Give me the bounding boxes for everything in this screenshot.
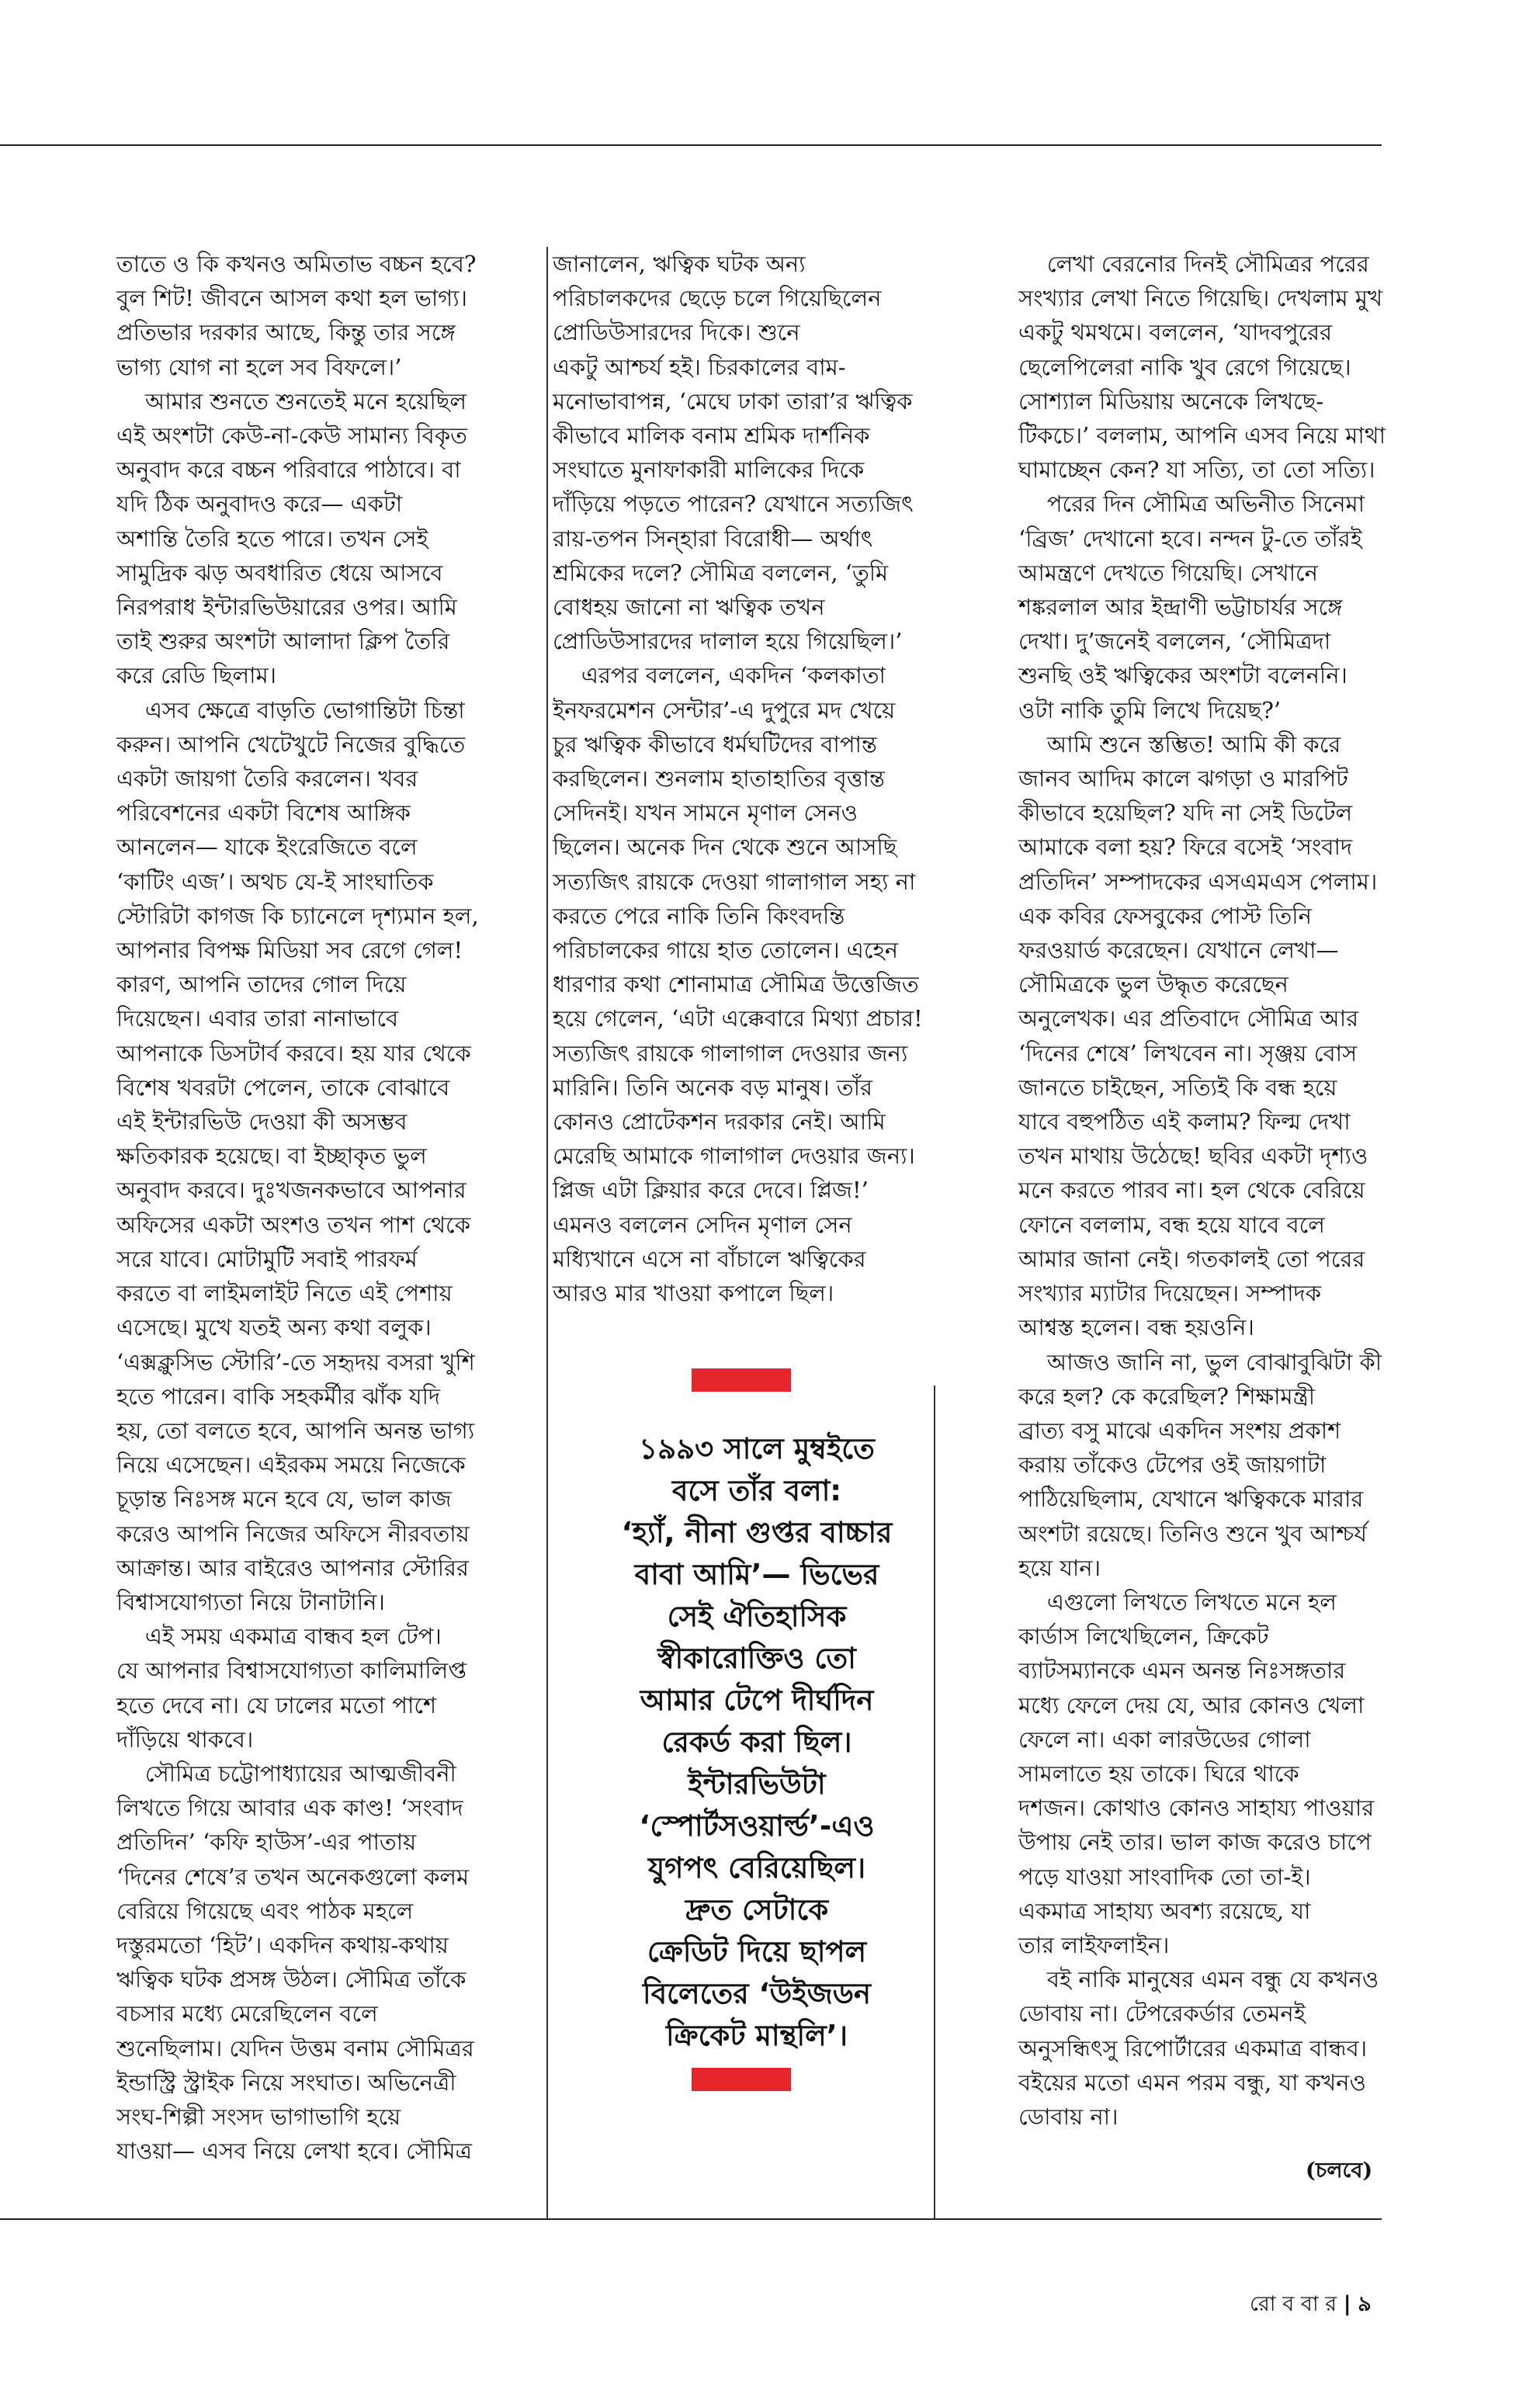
text-line: মনে করতে পারব না। হল থেকে বেরিয়ে <box>1018 1177 1365 1204</box>
text-line: মেরেছি আমাকে গালাগাল দেওয়ার জন্য। <box>553 1143 915 1170</box>
text-line: দশজন। কোথাও কোনও সাহায্য পাওয়ার <box>1018 1795 1375 1822</box>
text-line: অংশটা রয়েছে। তিনিও শুনে খুব আশ্চর্য <box>1018 1520 1367 1547</box>
text-line: আমি শুনে স্তম্ভিত! আমি কী করে <box>1018 730 1341 758</box>
text-line: ‘দিনের শেষে’ লিখবেন না। সৃঞ্জয় বোস <box>1018 1039 1358 1066</box>
text-line: অফিসের একটা অংশও তখন পাশ থেকে <box>116 1211 470 1238</box>
text-line: আপনার বিপক্ষ মিডিয়া সব রেগে গেল! <box>116 937 463 964</box>
callout-top-bar <box>692 1368 791 1392</box>
text-line: তাই শুরুর অংশটা আলাদা ক্লিপ তৈরি <box>116 628 450 655</box>
text-line: হয়ে যান। <box>1018 1554 1101 1581</box>
text-line: অনুসন্ধিৎসু রিপোর্টারের একমাত্র বান্ধব। <box>1018 2034 1368 2062</box>
text-line: জানালেন, ঋত্বিক ঘটক অন্য <box>553 251 806 277</box>
callout-bottom-bar <box>692 2068 791 2091</box>
text-line: বিশ্বাসযোগ্যতা নিয়ে টানাটানি। <box>116 1588 385 1615</box>
text-line: রেকর্ড করা ছিল। <box>661 1725 852 1759</box>
text-line: ‘কাটিং এজ’। অথচ যে-ই সাংঘাতিক <box>116 868 434 895</box>
text-line: পরিচালকদের ছেড়ে চলে গিয়েছিলেন <box>553 285 882 312</box>
text-line: অনুলেখক। এর প্রতিবাদে সৌমিত্র আর <box>1018 1005 1359 1032</box>
text-line: প্লিজ এটা ক্লিয়ার করে দেবে। প্লিজ!’ <box>553 1177 869 1204</box>
text-line: ফেলে না। একা লারউডের গোলা <box>1018 1725 1311 1753</box>
text-line: আশ্বস্ত হলেন। বন্ধ হয়ওনি। <box>1018 1314 1254 1341</box>
text-line: ফোনে বললাম, বন্ধ হয়ে যাবে বলে <box>1018 1211 1325 1238</box>
text-line: লিখতে গিয়ে আবার এক কাণ্ড! ‘সংবাদ <box>116 1795 463 1822</box>
text-line: চূড়ান্ত নিঃসঙ্গ মনে হবে যে, ভাল কাজ <box>116 1486 452 1513</box>
text-line: যদি ঠিক অনুবাদও করে— একটা <box>116 491 403 518</box>
text-line: স্টোরিটা কাগজ কি চ্যানেলে দৃশ্যমান হল, <box>116 902 479 929</box>
text-line: কোনও প্রোটেকশন দরকার নেই। আমি <box>553 1108 886 1136</box>
text-line: কীভাবে মালিক বনাম শ্রমিক দার্শনিক <box>553 422 870 449</box>
text-line: মনোভাবাপন্ন, ‘মেঘে ঢাকা তারা’র ঋত্বিক <box>553 387 913 414</box>
text-line: আপনাকে ডিসটার্ব করবে। হয় যার থেকে <box>116 1039 471 1066</box>
text-line: এসেছে। মুখে যতই অন্য কথা বলুক। <box>116 1314 432 1341</box>
page-footer <box>1250 2288 1372 2323</box>
text-line: ওটা নাকি তুমি লিখে দিয়েছ?’ <box>1018 696 1282 723</box>
text-line: করেও আপনি নিজের অফিসে নীরবতায় <box>116 1520 470 1547</box>
text-line: আমাকে বলা হয়? ফিরে বসেই ‘সংবাদ <box>1018 834 1353 861</box>
text-line: পরিবেশনের একটা বিশেষ আঙ্গিক <box>116 799 411 827</box>
text-line: পরিচালকের গায়ে হাত তোলেন। এহেন <box>553 937 899 964</box>
text-line: সরে যাবে। মোটামুটি সবাই পারফর্ম <box>116 1245 418 1272</box>
text-line: মারিনি। তিনি অনেক বড় মানুষ। তাঁর <box>553 1073 873 1101</box>
text-line: এসব ক্ষেত্রে বাড়তি ভোগান্তিটা চিন্তা <box>116 696 465 723</box>
text-line: তখন মাথায় উঠেছে! ছবির একটা দৃশ্যও <box>1018 1143 1368 1170</box>
text-line: ঘামাচ্ছেন কেন? যা সত্যি, তা তো সত্যি। <box>1018 456 1375 484</box>
text-line: কার্ডাস লিখেছিলেন, ক্রিকেট <box>1018 1623 1269 1650</box>
text-line: ডোবায় না। টেপরেকর্ডার তেমনই <box>1018 2000 1306 2027</box>
text-line: এই সময় একমাত্র বান্ধব হল টেপ। <box>116 1623 442 1650</box>
text-line: প্রোডিউসারদের দালাল হয়ে গিয়েছিল।’ <box>553 628 903 655</box>
text-line: বই নাকি মানুষের এমন বন্ধু যে কখনও <box>1018 1966 1379 1993</box>
text-line: পড়ে যাওয়া সাংবাদিক তো তা-ই। <box>1018 1863 1311 1890</box>
column-divider-1 <box>546 247 548 2218</box>
text-line: বসে তাঁর বলা: <box>671 1474 842 1507</box>
text-line: টিকচে।’ বললাম, আপনি এসব নিয়ে মাথা <box>1018 422 1386 449</box>
text-line: মধ্যিখানে এসে না বাঁচালে ঋত্বিকের <box>553 1245 866 1272</box>
text-line: প্রোডিউসারদের দিকে। শুনে <box>553 319 800 346</box>
text-line: বইয়ের মতো এমন পরম বন্ধু, যা কখনও <box>1018 2069 1366 2096</box>
text-line: অনুবাদ করে বচ্চন পরিবারে পাঠাবে। বা <box>116 456 461 484</box>
text-line: শ্রমিকের দলে? সৌমিত্র বললেন, ‘তুমি <box>553 559 889 586</box>
text-line: করছিলেন। শুনলাম হাতাহাতির বৃত্তান্ত <box>553 765 885 792</box>
text-line: রায়-তপন সিন্‌হারা বিরোধী— অর্থাৎ <box>553 525 873 552</box>
text-line: কারণ, আপনি তাদের গোল দিয়ে <box>116 971 407 998</box>
text-line: হয়ে গেলেন, ‘এটা এক্কেবারে মিথ্যা প্রচার! <box>553 1005 923 1032</box>
text-line: করায় তাঁকেও টেপের ওই জায়গাটা <box>1018 1451 1327 1479</box>
text-line: সৌমিত্রকে ভুল উদ্ধৃত করেছেন <box>1018 971 1289 998</box>
text-line: হতে পারেন। বাকি সহকর্মীর ঝাঁক যদি <box>116 1382 441 1410</box>
text-line: সংঘ-শিল্পী সংসদ ভাগাভাগি হয়ে <box>116 2103 401 2130</box>
text-line: প্রতিভার দরকার আছে, কিন্তু তার সঙ্গে <box>116 319 456 346</box>
text-line: সামলাতে হয় তাকে। ঘিরে থাকে <box>1018 1760 1299 1787</box>
text-line: হতে দেবে না। যে ঢালের মতো পাশে <box>116 1691 437 1718</box>
text-line: সেই ঐতিহাসিক <box>667 1600 847 1633</box>
article-column-2 <box>553 247 956 1310</box>
text-line: আরও মার খাওয়া কপালে ছিল। <box>553 1280 834 1307</box>
pull-quote <box>564 1428 950 2057</box>
text-line: করে রেডি ছিলাম। <box>116 662 277 689</box>
text-line: আজও জানি না, ভুল বোঝাবুঝিটা কী <box>1018 1348 1382 1375</box>
text-line: দেখা। দু’জনেই বললেন, ‘সৌমিত্রদা <box>1018 628 1331 655</box>
text-line: প্রতিদিন’ ‘কফি হাউস’-এর পাতায় <box>116 1829 417 1856</box>
text-line: যাবে বহুপঠিত এই কলাম? ফিল্ম দেখা <box>1018 1108 1351 1136</box>
bottom-rule <box>0 2218 1382 2220</box>
text-line: আমার শুনতে শুনতেই মনে হয়েছিল <box>116 387 467 414</box>
text-line: ব্রাত্য বসু মাঝে একদিন সংশয় প্রকাশ <box>1018 1417 1341 1444</box>
text-line: ভাগ্য যোগ না হলে সব বিফলে।’ <box>116 353 402 380</box>
text-line: দাঁড়িয়ে থাকবে। <box>116 1725 254 1753</box>
text-line: একটু থমথমে। বললেন, ‘যাদবপুরের <box>1018 319 1333 346</box>
text-line: ১৯৯৩ সালে মুম্বইতে <box>639 1432 875 1465</box>
text-line: একটা জায়গা তৈরি করলেন। খবর <box>116 765 418 792</box>
text-line: তাতে ও কি কখনও অমিতাভ বচ্চন হবে? <box>116 251 477 277</box>
text-line: ফরওয়ার্ড করেছেন। যেখানে লেখা— <box>1018 937 1339 964</box>
text-line: অশান্তি তৈরি হতে পারে। তখন সেই <box>116 525 428 552</box>
text-line: দাঁড়িয়ে পড়তে পারেন? যেখানে সত্যজিৎ <box>553 491 914 518</box>
text-line: শুনেছিলাম। যেদিন উত্তম বনাম সৌমিত্রর <box>116 2034 474 2062</box>
text-line: এরপর বললেন, একদিন ‘কলকাতা <box>553 662 886 689</box>
text-line: আমার টেপে দীর্ঘদিন <box>640 1684 874 1717</box>
article-column-1 <box>116 247 520 2168</box>
text-line: সোশ্যাল মিডিয়ায় অনেকে লিখছে- <box>1018 387 1324 414</box>
text-line: ক্রিকেট মান্থলি’। <box>666 2019 848 2052</box>
text-line: ঋত্বিক ঘটক প্রসঙ্গ উঠল। সৌমিত্র তাঁকে <box>116 1966 467 1993</box>
text-line: যে আপনার বিশ্বাসযোগ্যতা কালিমালিপ্ত <box>116 1657 467 1684</box>
text-line: মধ্যে ফেলে দেয় যে, আর কোনও খেলা <box>1018 1691 1365 1718</box>
text-line: বুল শিট! জীবনে আসল কথা হল ভাগ্য। <box>116 285 468 312</box>
text-line: দ্রুত সেটাকে <box>685 1893 829 1927</box>
text-line: সংখ্যার লেখা নিতে গিয়েছি। দেখলাম মুখ <box>1018 285 1382 312</box>
text-line: উপায় নেই তার। ভাল কাজ করেও চাপে <box>1018 1829 1372 1856</box>
text-line: সংঘাতে মুনাফাকারী মালিকের দিকে <box>553 456 865 484</box>
text-line: আনলেন— যাকে ইংরেজিতে বলে <box>116 834 418 861</box>
text-line: করুন। আপনি খেটেখুটে নিজের বুদ্ধিতে <box>116 730 466 758</box>
text-line: এক কবির ফেসবুকের পোস্ট তিনি <box>1018 902 1312 929</box>
text-line: করে হল? কে করেছিল? শিক্ষামন্ত্রী <box>1018 1382 1316 1410</box>
page-number: ৯ <box>1358 2292 1372 2316</box>
text-line: ডোবায় না। <box>1018 2103 1119 2130</box>
top-rule <box>0 144 1382 146</box>
text-line: বিলেতের ‘উইজডন <box>642 1977 872 2010</box>
text-line: এমনও বললেন সেদিন মৃণাল সেন <box>553 1211 852 1238</box>
text-line: ইনফরমেশন সেন্টার’-এ দুপুরে মদ খেয়ে <box>553 696 896 723</box>
text-line: বেরিয়ে গিয়েছে এবং পাঠক মহলে <box>116 1897 414 1924</box>
text-line: এই অংশটা কেউ-না-কেউ সামান্য বিকৃত <box>116 422 467 449</box>
text-line: যাওয়া— এসব নিয়ে লেখা হবে। সৌমিত্র <box>116 2138 472 2165</box>
text-line: আমন্ত্রণে দেখতে গিয়েছি। সেখানে <box>1018 559 1318 586</box>
text-line: ইন্টারভিউটা <box>688 1767 826 1801</box>
text-line: যুগপৎ বেরিয়েছিল। <box>647 1851 866 1885</box>
continued-label: (চলবে) <box>1306 2159 1373 2183</box>
text-line: বোধহয় জানো না ঋত্বিক তখন <box>553 594 825 621</box>
text-line: সত্যজিৎ রায়কে গালাগাল দেওয়ার জন্য <box>553 1039 908 1066</box>
text-line: পরের দিন সৌমিত্র অভিনীত সিনেমা <box>1018 491 1365 518</box>
text-line: ‘হ্যাঁ, নীনা গুপ্তর বাচ্চার <box>621 1516 893 1549</box>
text-line: বাবা আমি’— ভিভের <box>634 1558 879 1591</box>
text-line: ইন্ডাস্ট্রি স্ট্রাইক নিয়ে সংঘাত। অভিনেত্রী <box>116 2069 456 2096</box>
text-line: ক্রেডিট দিয়ে ছাপল <box>647 1935 867 1968</box>
text-line: জানব আদিম কালে ঝগড়া ও মারপিট <box>1018 765 1348 792</box>
text-line: ‘ব্রিজ’ দেখানো হবে। নন্দন টু-তে তাঁরই <box>1018 525 1362 552</box>
text-line: নিয়ে এসেছেন। এইরকম সময়ে নিজেকে <box>116 1451 466 1479</box>
text-line: সত্যজিৎ রায়কে দেওয়া গালাগাল সহ্য না <box>553 868 916 895</box>
text-line: ধারণার কথা শোনামাত্র সৌমিত্র উত্তেজিত <box>553 971 919 998</box>
text-line: ক্ষতিকারক হয়েছে। বা ইচ্ছাকৃত ভুল <box>116 1143 427 1170</box>
text-line: করতে পেরে নাকি তিনি কিংবদন্তি <box>553 902 845 929</box>
footer-separator: | <box>1343 2292 1351 2316</box>
text-line: জানতে চাইছেন, সত্যিই কি বন্ধ হয়ে <box>1018 1073 1337 1101</box>
text-line: অনুবাদ করবে। দুঃখজনকভাবে আপনার <box>116 1177 467 1204</box>
text-line: একটু আশ্চর্য হই। চিরকালের বাম- <box>553 353 846 380</box>
section-name: রো ব বা র <box>1250 2292 1337 2316</box>
article-column-3 <box>1018 247 1391 2134</box>
text-line: দস্তুরমতো ‘হিট’। একদিন কথায়-কথায় <box>116 1931 449 1958</box>
text-line: সৌমিত্র চট্টোপাধ্যায়ের আত্মজীবনী <box>116 1760 456 1787</box>
text-line: সামুদ্রিক ঝড় অবধারিত ধেয়ে আসবে <box>116 559 443 586</box>
text-line: ছেলেপিলেরা নাকি খুব রেগে গিয়েছে। <box>1018 353 1351 380</box>
text-line: আক্রান্ত। আর বাইরেও আপনার স্টোরির <box>116 1554 469 1581</box>
text-line: পাঠিয়েছিলাম, যেখানে ঋত্বিককে মারার <box>1018 1486 1364 1513</box>
text-line: শুনছি ওই ঋত্বিকের অংশটা বলেননি। <box>1018 662 1348 689</box>
text-line: লেখা বেরনোর দিনই সৌমিত্রর পরের <box>1018 251 1369 277</box>
text-line: নিরপরাধ ইন্টারভিউয়ারের ওপর। আমি <box>116 594 457 621</box>
text-line: বিশেষ খবরটা পেলেন, তাকে বোঝাবে <box>116 1073 450 1101</box>
text-line: ছিলেন। অনেক দিন থেকে শুনে আসছি <box>553 834 897 861</box>
text-line: সংখ্যার ম্যাটার দিয়েছেন। সম্পাদক <box>1018 1280 1322 1307</box>
text-line: শঙ্করলাল আর ইন্দ্রাণী ভট্টাচার্যর সঙ্গে <box>1018 594 1343 621</box>
text-line: ‘দিনের শেষে’র তখন অনেকগুলো কলম <box>116 1863 470 1890</box>
text-line: ‘এক্সক্লুসিভ স্টোরি’-তে সহৃদয় বসরা খুশি <box>116 1348 475 1375</box>
text-line: হয়, তো বলতে হবে, আপনি অনন্ত ভাগ্য <box>116 1417 475 1444</box>
text-line: দিয়েছেন। এবার তারা নানাভাবে <box>116 1005 399 1032</box>
text-line: প্রতিদিন’ সম্পাদকের এসএমএস পেলাম। <box>1018 868 1378 895</box>
text-line: ব্যাটসম্যানকে এমন অনন্ত নিঃসঙ্গতার <box>1018 1657 1346 1684</box>
text-line: ‘স্পোর্টসওয়ার্ল্ড’-এও <box>639 1809 875 1843</box>
text-line: একমাত্র সাহায্য অবশ্য রয়েছে, যা <box>1018 1897 1311 1924</box>
text-line: চুর ঋত্বিক কীভাবে ধর্মঘটিদের বাপান্ত <box>553 730 877 758</box>
text-line: এগুলো লিখতে লিখতে মনে হল <box>1018 1588 1337 1615</box>
text-line: আমার জানা নেই। গতকালই তো পরের <box>1018 1245 1365 1272</box>
text-line: বচসার মধ্যে মেরেছিলেন বলে <box>116 2000 378 2027</box>
text-line: তার লাইফলাইন। <box>1018 1931 1170 1958</box>
text-line: স্বীকারোক্তিও তো <box>657 1642 856 1675</box>
text-line: এই ইন্টারভিউ দেওয়া কী অসম্ভব <box>116 1108 408 1136</box>
text-line: কীভাবে হয়েছিল? যদি না সেই ডিটেল <box>1018 799 1353 827</box>
text-line: করতে বা লাইমলাইট নিতে এই পেশায় <box>116 1280 453 1307</box>
text-line: সেদিনই। যখন সামনে মৃণাল সেনও <box>553 799 858 827</box>
